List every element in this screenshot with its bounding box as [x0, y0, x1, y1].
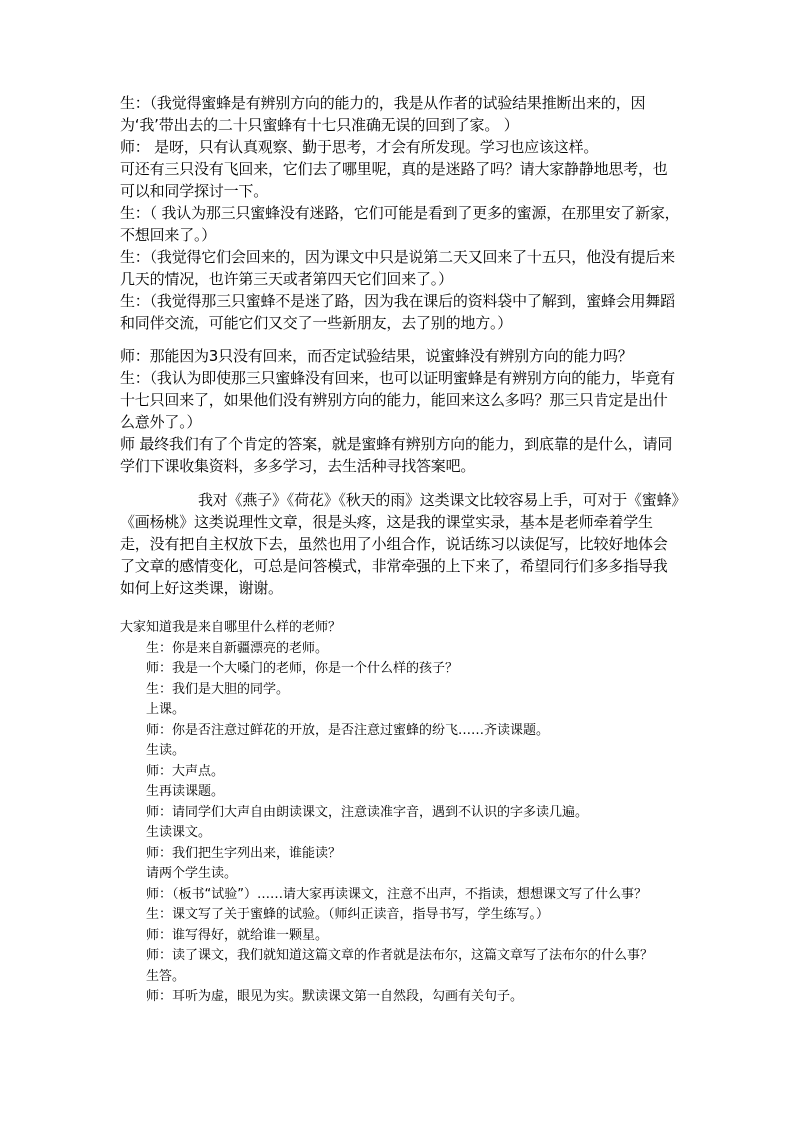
paragraph: 生：（我觉得那三只蜜蜂不是迷了路，因为我在课后的资料袋中了解到，蜜蜂会用舞蹈和同伴交流，可能它们又交了一些新朋友，去了别的地方。）: [120, 292, 675, 332]
paragraph: 生：（我觉得它们会回来的，因为课文中只是说第二天又回来了十五只，他没有提后来几天的情况，也许第三天或者第四天它们回来了。）: [120, 248, 675, 288]
paragraph: 可还有三只没有飞回来，它们去了哪里呢，真的是迷路了吗？请大家静静地思考，也可以和同学探讨一下。: [120, 160, 668, 200]
dialogue-line: 师：读了课文，我们就知道这篇文章的作者就是法布尔，这篇文章写了法布尔的什么事？: [146, 948, 654, 963]
paragraph: 师：那能因为3只没有回来，而否定试验结果，说蜜蜂没有辨别方向的能力吗？: [120, 347, 633, 365]
dialogue-title: 大家知道我是来自哪里什么样的老师？: [120, 620, 342, 635]
dialogue-line: 师：你是否注意过鲜花的开放，是否注意过蜜蜂的纷飞……齐读课题。: [146, 722, 550, 738]
dialogue-line: 师：我们把生字列出来，谁能读？: [146, 845, 342, 861]
paragraph: 生：（ 我认为那三只蜜蜂没有迷路，它们可能是看到了更多的蜜源，在那里安了新家，不想回来了。）: [120, 204, 680, 244]
dialogue-line: 生答。: [146, 968, 186, 984]
dialogue-line: 上课。: [146, 702, 186, 717]
section-dialogue-part2: [120, 345, 680, 477]
section-reflection: [120, 489, 680, 599]
reflection-paragraph: 我对《燕子》《荷花》《秋天的雨》这类课文比较容易上手，可对于《蜜蜂》《画杨桃》这类说理性文章，很是头疼，这是我的课堂实录，基本是老师牵着学生走，没有把自主权放下去，虽然也用了小组合作，说话练习以读促写，比较好地体会了文章的感情变化，可总是问答模式，非常牵强的上下来了，希望同行们多多指导我如何上好这类课，谢谢。: [120, 491, 679, 597]
section-dialogue-part1: [120, 92, 680, 334]
dialogue-line: 师：大声点。: [146, 763, 225, 779]
dialogue-line: 生：课文写了关于蜜蜂的试验。（师纠正读音，指导书写，学生练写。）: [146, 907, 550, 922]
paragraph: 师 最终我们有了个肯定的答案，就是蜜蜂有辨别方向的能力，到底靠的是什么，请同学们下课收集资料，多多学习，去生活种寻找答案吧。: [120, 435, 673, 475]
dialogue-line: 师：（板书“试验”）……请大家再读课文，注意不出声，不指读，想想课文写了什么事？: [146, 886, 647, 902]
dialogue-line: 生再读课题。: [146, 784, 225, 799]
dialogue-line: 师：耳听为虚，眼见为实。默读课文第一自然段，勾画有关句子。: [146, 989, 524, 1004]
dialogue-line: 师：我是一个大嗓门的老师，你是一个什么样的孩子？: [146, 661, 459, 676]
paragraph: 师： 是呀，只有认真观察、勤于思考，才会有所发现。学习也应该这样。: [120, 138, 599, 156]
dialogue-line: 师：谁写得好，就给谁一颗星。: [146, 927, 329, 943]
dialogue-line: 生读课文。: [146, 825, 212, 840]
paragraph: 生：（我觉得蜜蜂是有辨别方向的能力的，我是从作者的试验结果推断出来的，因为‘我’带出去的二十只蜜蜂有十七只准确无误的回到了家。 ）: [120, 94, 646, 134]
section-classroom-dialogue: [120, 618, 680, 1008]
dialogue-line: 师：请同学们大声自由朗读课文，注意读准字音，遇到不认识的字多读几遍。: [146, 804, 589, 820]
dialogue-line: 请两个学生读。: [146, 866, 238, 881]
paragraph: 生：（我认为即使那三只蜜蜂没有回来，也可以证明蜜蜂是有辨别方向的能力，毕竟有十七只回来了，如果他们没有辨别方向的能力，能回来这么多吗？那三只肯定是出什么意外了。）: [120, 369, 675, 431]
dialogue-line: 生：我们是大胆的同学。: [146, 681, 290, 697]
dialogue-line: 生读。: [146, 743, 186, 758]
dialogue-line: 生：你是来自新疆漂亮的老师。: [146, 640, 329, 656]
